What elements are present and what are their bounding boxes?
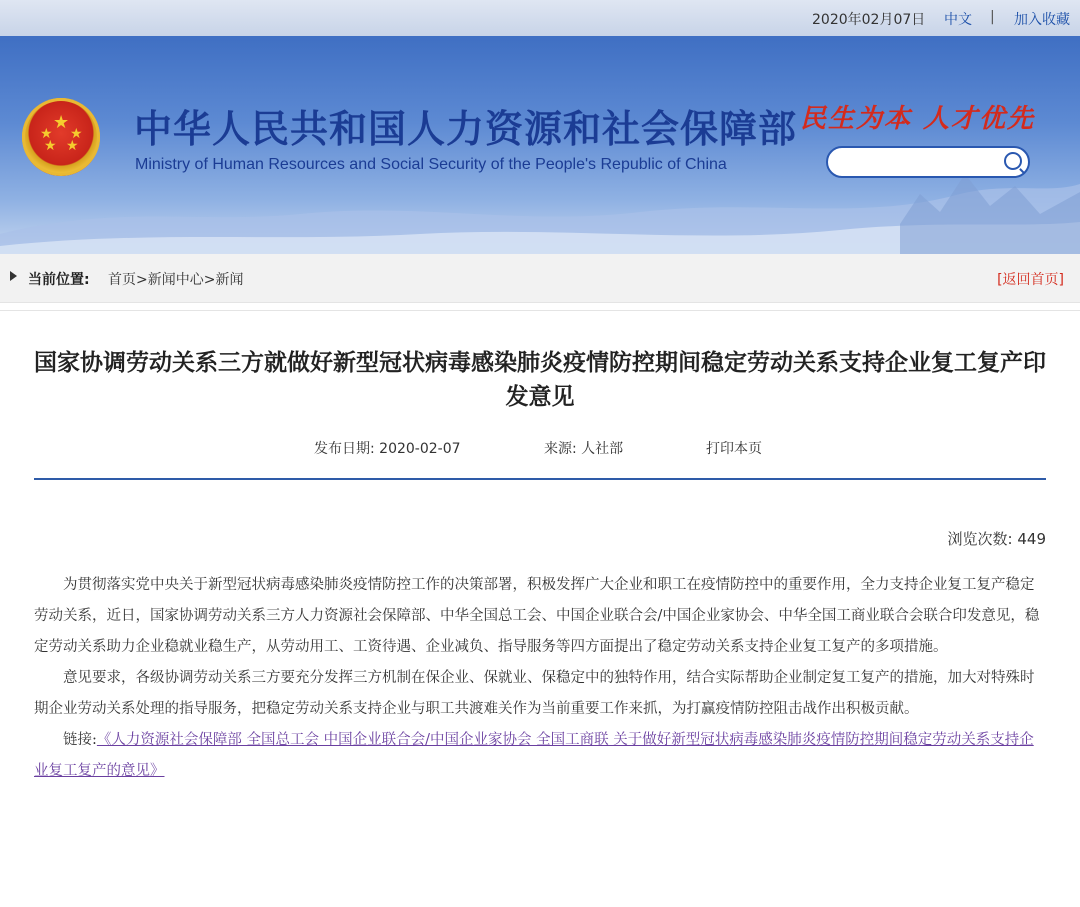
link-label: 链接: — [63, 732, 97, 748]
back-home-link[interactable]: [返回首页] — [997, 272, 1064, 288]
print-page-link[interactable]: 打印本页 — [706, 441, 762, 457]
related-document-link[interactable]: 《人力资源社会保障部 全国总工会 中国企业联合会/中国企业家协会 全国工商联 关于做好新型冠状病毒感染肺炎疫情防控期间稳定劳动关系支持企业复工复产的意见》 — [34, 732, 1034, 779]
search-box — [826, 146, 1030, 178]
site-title-en: Ministry of Human Resources and Social Security of the People's Republic of China — [135, 156, 727, 173]
triangle-right-icon — [10, 271, 17, 281]
search-icon[interactable] — [1004, 152, 1022, 170]
add-favorite-link[interactable]: 加入收藏 — [1014, 12, 1070, 28]
article-paragraph: 为贯彻落实党中央关于新型冠状病毒感染肺炎疫情防控工作的决策部署，积极发挥广大企业和职工在疫情防控中的重要作用，全力支持企业复工复产稳定劳动关系，近日，国家协调劳动关系三方人力资源社会保障部、中华全国总工会、中国企业联合会/中国企业家协会、中华全国工商业联合会联合印发意见，稳定劳动关系助力企业稳就业稳生产，从劳动用工、工资待遇、企业减负、指导服务等四方面提出了稳定劳动关系支持企业复工复产的多项措施。 — [34, 577, 1040, 655]
breadcrumb[interactable]: 首页>新闻中心>新闻 — [108, 272, 244, 288]
title-rule — [34, 478, 1046, 480]
article-title: 国家协调劳动关系三方就做好新型冠状病毒感染肺炎疫情防控期间稳定劳动关系支持企业复工复产印发意见 — [34, 350, 1046, 410]
national-emblem-icon: ★ ★ ★ ★ ★ — [22, 98, 100, 176]
top-bar — [0, 0, 1080, 36]
slogan-calligraphy: 民生为本 人才优先 — [800, 104, 1036, 134]
breadcrumb-label: 当前位置: — [28, 272, 90, 288]
header-banner — [0, 36, 1080, 254]
article-paragraph: 意见要求，各级协调劳动关系三方要充分发挥三方机制在保企业、保就业、保稳定中的独特作用，结合实际帮助企业制定复工复产的措施，加大对特殊时期企业劳动关系处理的指导服务，把稳定劳动关系支持企业与职工共渡难关作为当前重要工作来抓，为打赢疫情防控阻击战作出积极贡献。 — [34, 670, 1035, 717]
lang-link-chinese[interactable]: 中文 — [944, 12, 972, 28]
breadcrumb-bar — [0, 254, 1080, 303]
current-date: 2020年02月07日 — [812, 12, 926, 28]
search-input[interactable] — [842, 153, 1006, 175]
topbar-separator: | — [990, 9, 995, 25]
article-source: 来源: 人社部 — [544, 441, 624, 457]
publish-date: 发布日期: 2020-02-07 — [314, 441, 461, 457]
article-link-paragraph — [34, 725, 1046, 787]
article-body — [34, 570, 1046, 787]
site-title-cn: 中华人民共和国人力资源和社会保障部 — [134, 107, 798, 151]
view-count: 浏览次数: 449 — [947, 530, 1046, 548]
divider — [0, 310, 1080, 311]
